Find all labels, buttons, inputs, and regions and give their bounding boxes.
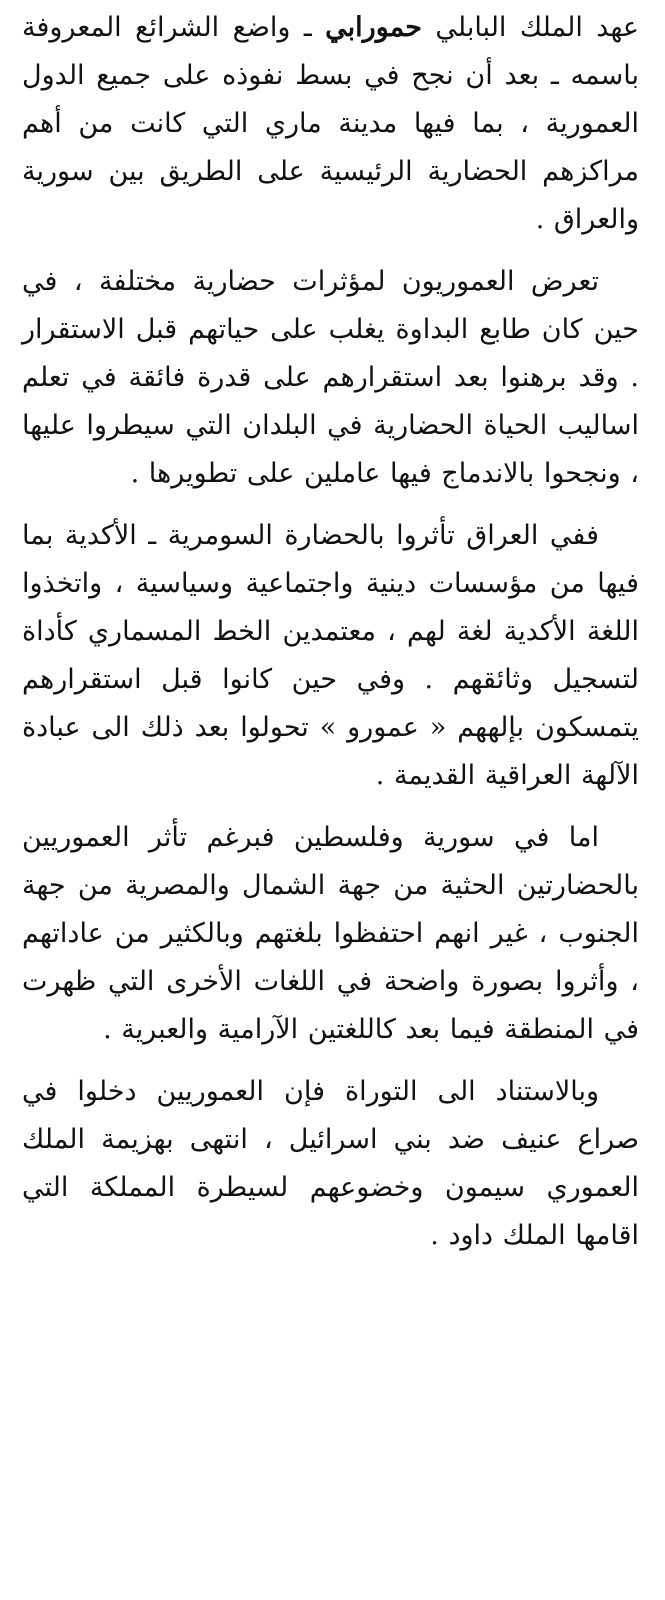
- paragraph-3: ففي العراق تأثروا بالحضارة السومرية ـ الأكدية بما فيها من مؤسسات دينية واجتماعية وسياسية ، واتخذوا اللغة الأكدية لغة لهم ، معتمدين الخط المسماري كأداة لتسجيل وثائقهم . وفي حين كانوا قبل استقرارهم يتمسكون بإلههم « عمورو » تحولوا بعد ذلك الى عبادة الآلهة العراقية القديمة .: [22, 520, 639, 791]
- paragraph-1-start: عهد الملك البابلي: [421, 12, 639, 43]
- paragraph-2: تعرض العموريون لمؤثرات حضارية مختلفة ، في حين كان طابع البداوة يغلب على حياتهم قبل الاستقرار . وقد برهنوا بعد استقرارهم على قدرة فائقة في تعلم اساليب الحياة الحضارية في البلدان التي سيطروا عليها ، ونجحوا بالاندماج فيها عاملين على تطويرها .: [22, 266, 639, 489]
- hammurabi-name: حمورابي: [325, 12, 422, 43]
- paragraph-4: اما في سورية وفلسطين فبرغم تأثر العموريين بالحضارتين الحثية من جهة الشمال والمصرية من جهة الجنوب ، غير انهم احتفظوا بلغتهم وبالكثير من عاداتهم ، وأثروا بصورة واضحة في اللغات الأخرى التي ظهرت في المنطقة فيما بعد كاللغتين الآرامية والعبرية .: [22, 822, 639, 1045]
- paragraph-5: وبالاستناد الى التوراة فإن العموريين دخلوا في صراع عنيف ضد بني اسرائيل ، انتهى بهزيمة الملك العموري سيمون وخضوعهم لسيطرة المملكة التي اقامها الملك داود .: [22, 1076, 639, 1251]
- paragraph-1: [22, 4, 639, 244]
- paragraph-1-rest: ـ واضع الشرائع المعروفة باسمه ـ بعد أن نجح في بسط نفوذه على جميع الدول العمورية ، بما فيها مدينة ماري التي كانت من أهم مراكزهم الحضارية الرئيسية على الطريق بين سورية والعراق .: [22, 12, 639, 235]
